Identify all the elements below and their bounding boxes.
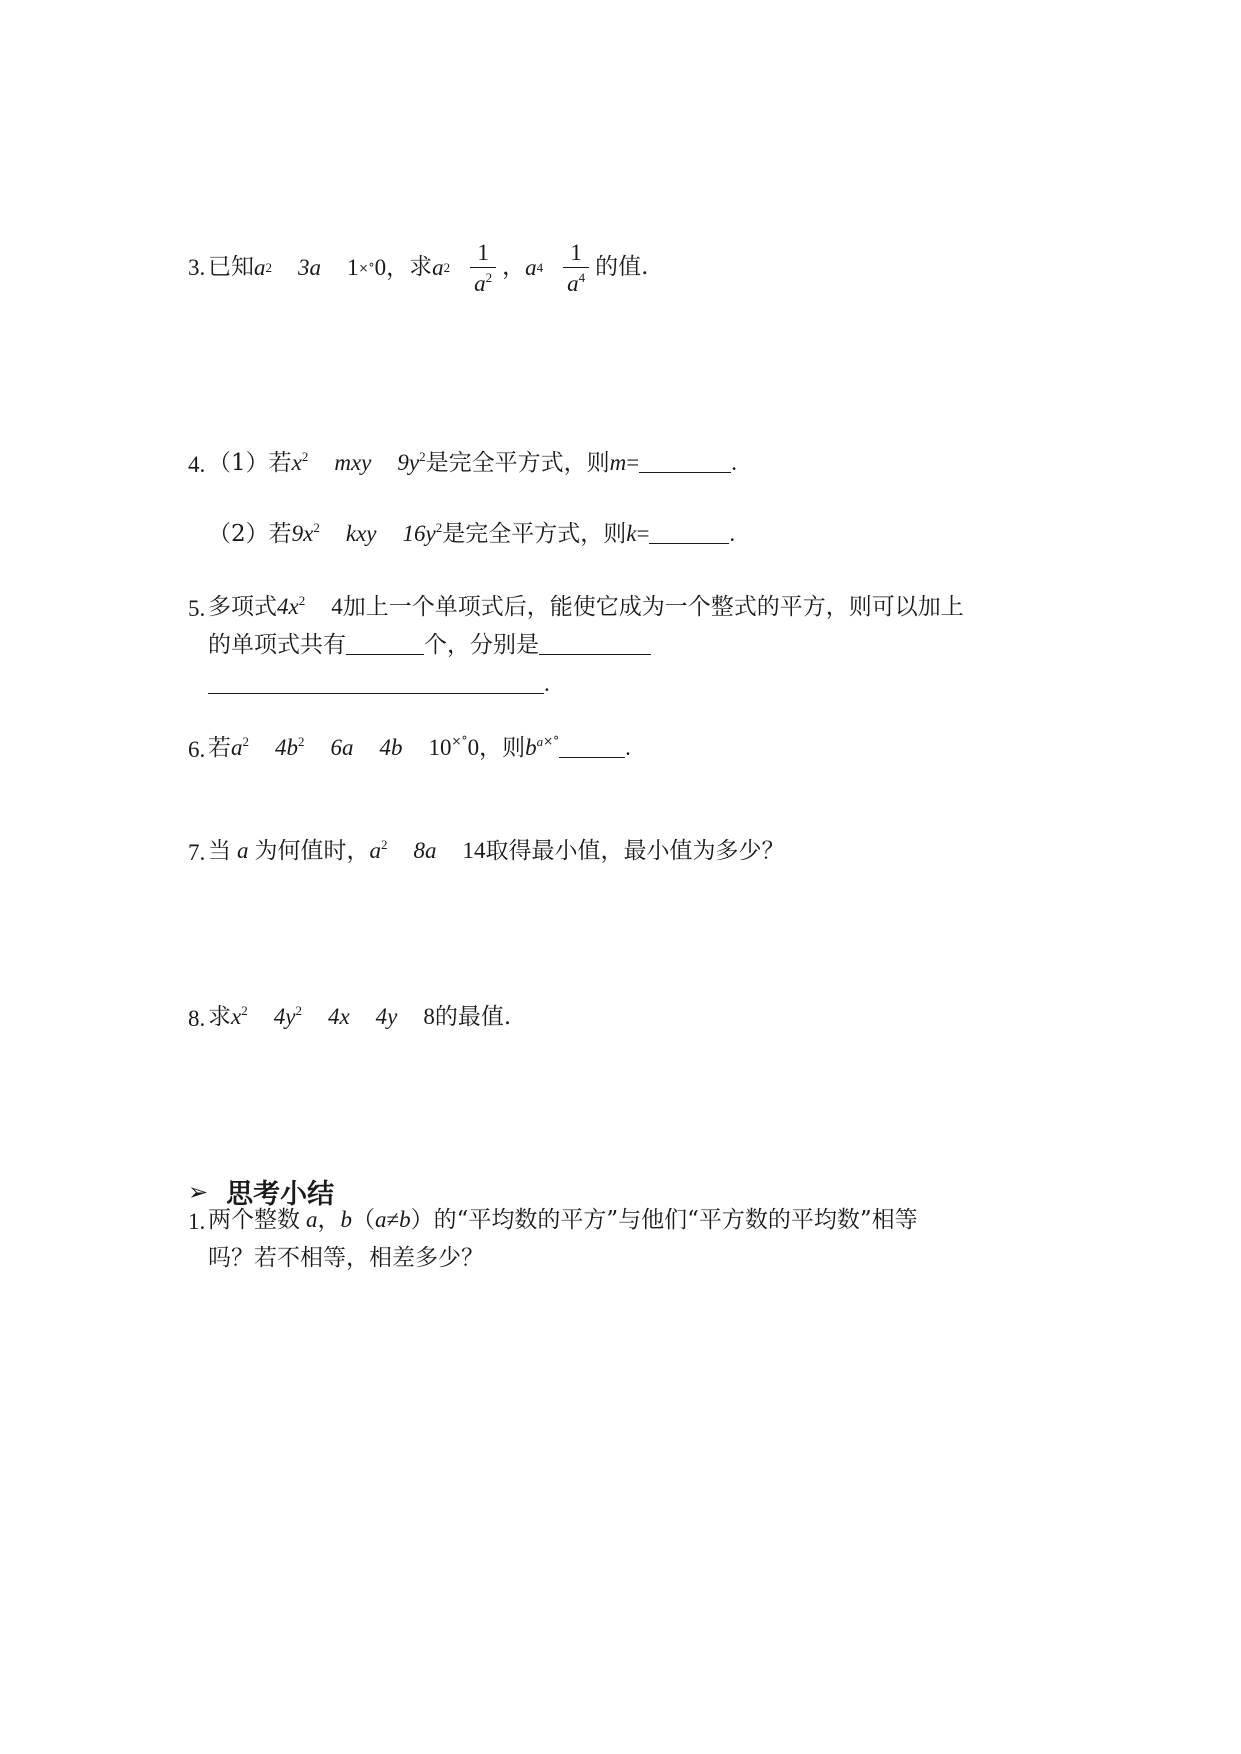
variable: a: [375, 1207, 387, 1232]
exponent: 2: [242, 734, 249, 749]
answer-blank: [649, 523, 729, 544]
problem-7-statement: [208, 837, 785, 866]
section-title: 思考小结: [226, 1179, 335, 1210]
math: 3a: [298, 255, 321, 281]
summary-q1-line-2: [208, 1245, 484, 1273]
text: 当: [208, 838, 231, 864]
math: 4x: [327, 1004, 350, 1029]
text: 加上一个单项式后，能使它成为一个整式的平方，则可以加上: [342, 594, 964, 620]
math: a: [231, 735, 243, 760]
math: 6a: [330, 735, 354, 760]
arrow-bullet-icon: ➢: [188, 1177, 209, 1206]
problem-6-statement: [208, 734, 631, 763]
math: x: [231, 1004, 242, 1029]
math: 4b: [275, 735, 298, 760]
summary-q1-line-1: [208, 1206, 918, 1235]
problem-number: 4.: [188, 452, 206, 477]
not-equal-sign: ≠: [386, 1207, 400, 1232]
problem-4-part-2: [208, 520, 735, 549]
exponent: 2: [435, 520, 443, 535]
problem-4-part-1: [208, 449, 737, 478]
exponent: 2: [381, 837, 388, 852]
problem-number: 6.: [188, 737, 206, 762]
exponent: 2: [301, 449, 309, 464]
math: 14: [462, 838, 486, 863]
problem-5-line-1: [208, 593, 964, 622]
equals: =: [636, 521, 650, 546]
exponent: 2: [241, 1003, 248, 1018]
math: 1: [347, 255, 359, 281]
exponent: 2: [419, 449, 426, 464]
exponent: 2: [298, 593, 306, 608]
problem-5-line-2: [208, 632, 651, 660]
math: 8: [423, 1004, 435, 1029]
text: 求: [409, 254, 433, 281]
answer-blank: [559, 737, 625, 758]
text: 是完全平方式，则: [425, 450, 610, 476]
denominator: $a^2$: [470, 267, 496, 298]
garbled-glyph: ×°: [543, 734, 560, 748]
text: 的“平均数的平方”与他们“平方数的平均数”相等: [433, 1207, 918, 1233]
text: 为何值时，: [254, 838, 370, 864]
text: 个，分别是: [424, 632, 539, 658]
math: 4y: [375, 1004, 398, 1029]
math: a: [254, 255, 266, 281]
numerator: 1: [477, 239, 489, 265]
text: 求: [208, 1004, 231, 1030]
math: 4y: [273, 1004, 296, 1029]
text: ，: [317, 1207, 341, 1233]
problem-number: 3.: [188, 255, 206, 280]
text: （: [352, 1207, 375, 1233]
answer-blank: [639, 452, 731, 473]
math: 9y: [397, 450, 420, 475]
text: 的值.: [595, 254, 649, 281]
problem-5-line-3: [208, 670, 550, 699]
text: ）: [410, 1207, 434, 1233]
math: 10: [428, 735, 452, 760]
math: mxy: [334, 450, 372, 475]
math: a: [432, 255, 444, 281]
math: 4b: [379, 735, 403, 760]
variable: a: [237, 838, 249, 863]
fraction: [470, 239, 496, 297]
period: .: [731, 450, 737, 475]
math: 0，: [374, 255, 410, 281]
problem-number: 5.: [188, 596, 206, 621]
garbled-glyph: ×°: [451, 734, 468, 748]
math: a: [525, 255, 537, 281]
period: .: [729, 521, 736, 546]
text: 是完全平方式，则: [442, 521, 627, 547]
text: 则: [502, 735, 526, 761]
math: x: [291, 450, 302, 475]
math: a: [369, 838, 381, 863]
variable: b: [340, 1207, 352, 1232]
problem-8-statement: [208, 1003, 511, 1032]
math: 4: [331, 594, 343, 619]
text: 已知: [208, 254, 254, 281]
numerator: 1: [570, 239, 582, 265]
answer-blank: [539, 634, 651, 655]
text: 吗？若不相等，相差多少？: [208, 1245, 484, 1271]
math: 16y: [402, 521, 436, 546]
exponent: 2: [313, 520, 320, 535]
text: 若: [208, 735, 231, 761]
math: 9x: [291, 521, 314, 546]
variable: a: [306, 1207, 318, 1232]
variable: m: [609, 450, 627, 475]
text: 的最值.: [434, 1004, 512, 1030]
period: .: [625, 735, 631, 760]
problem-number: 1.: [188, 1209, 206, 1234]
fraction: [563, 239, 589, 297]
text: 两个整数: [208, 1207, 300, 1233]
math: kxy: [345, 521, 377, 546]
text: 的单项式共有: [208, 632, 346, 658]
garbled-glyph: ×°: [358, 260, 375, 275]
part-label: （1）若: [208, 450, 292, 476]
math: 4x: [277, 594, 299, 619]
exponent: a: [536, 734, 544, 749]
answer-blank: [208, 673, 544, 694]
problem-number: 7.: [188, 840, 206, 865]
equals: =: [626, 450, 640, 475]
text: 取得最小值，最小值为多少？: [485, 838, 785, 864]
denominator: $a^4$: [563, 267, 589, 298]
separator: ，: [502, 254, 526, 281]
problem-3-statement: 已知 a 2 3a 1 ×° 0， 求 a 2 $\frac{1}{a^2}$ ， a 4 $\frac{1}{a^4}$ 的值.: [208, 239, 649, 296]
problem-number: 8.: [188, 1006, 206, 1031]
exponent: 2: [298, 734, 305, 749]
part-label: （2）若: [208, 521, 292, 547]
answer-blank: [346, 634, 424, 655]
variable: k: [626, 521, 637, 546]
math: b: [525, 735, 537, 760]
math: 0，: [467, 735, 503, 760]
text: 多项式: [208, 594, 277, 620]
exponent: 2: [295, 1003, 302, 1018]
period: .: [544, 671, 550, 696]
variable: b: [399, 1207, 411, 1232]
math: 8a: [413, 838, 437, 863]
